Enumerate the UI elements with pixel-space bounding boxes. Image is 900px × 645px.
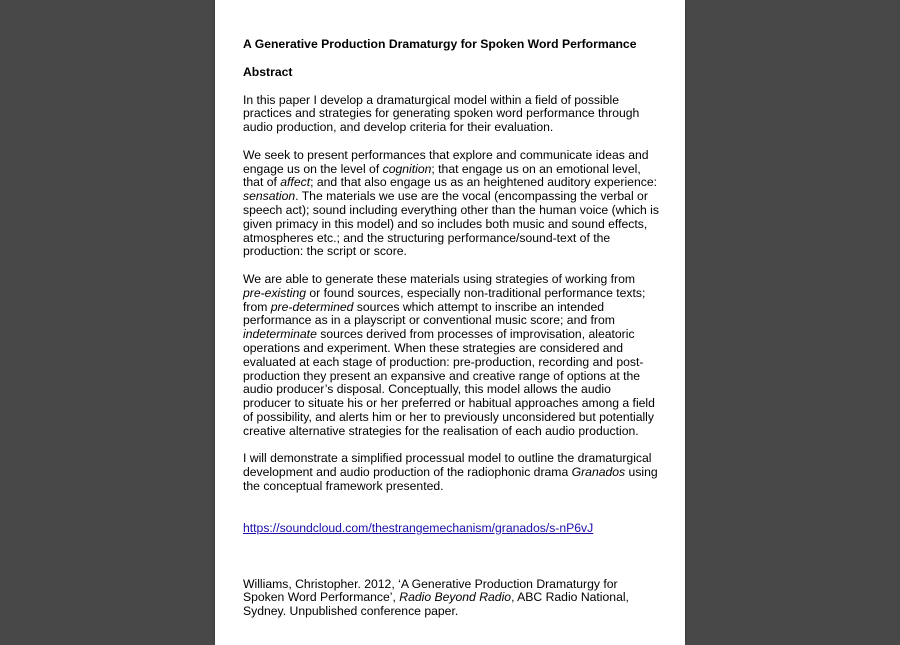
- text-run: sources derived from processes of improvisation, aleatoric operations and experiment. When these strategies are considered and evaluated at each stage of production: pre-production, recording and post-production they present an expansive and creative range of options at the audio producer’s disposal. Conceptually, this model allows the audio producer to situate his or her preferred or habitual approaches among a field of possibility, and alerts him or her to previously unconsidered but potentially creative alternative strategies for the realisation of each audio production.: [243, 327, 655, 438]
- text-run: We are able to generate these materials using strategies of working from: [243, 271, 636, 286]
- text-run: sources which attempt to inscribe an intended performance as in a playscript or conventional music score; and from: [243, 299, 615, 328]
- abstract-paragraph-1: In this paper I develop a dramaturgical model within a field of possible practices and strategies for generating spoken word performance through audio production, and develop criteria for their evaluation.: [243, 92, 640, 135]
- citation-reference: [243, 578, 659, 619]
- text-run: . The materials we use are the vocal (encompassing the verbal or speech act); sound including everything other than the human voice (which is given primacy in this model) and so includes both music and sound effects, atmospheres etc.; and the structuring performance/sound-text of the production: the script or score.: [243, 189, 659, 259]
- abstract-heading: Abstract: [243, 64, 293, 79]
- document-title: A Generative Production Dramaturgy for Spoken Word Performance: [243, 37, 637, 51]
- document-content: [243, 38, 659, 619]
- text-run: or found sources, especially non-traditional performance texts; from: [243, 285, 646, 314]
- italic-term-cognition: cognition: [382, 161, 432, 176]
- italic-title-granados: Granados: [571, 465, 626, 480]
- text-run: ; and that also engage us as an heightened auditory experience:: [310, 175, 657, 190]
- italic-term-indeterminate: indeterminate: [243, 327, 317, 342]
- soundcloud-link[interactable]: https://soundcloud.com/thestrangemechanism/granados/s-nP6vJ: [243, 520, 594, 535]
- text-run: ; that engage us on an emotional level, that of: [243, 161, 641, 190]
- text-run: I will demonstrate a simplified processual model to outline the dramaturgical development and audio production of the radiophonic drama: [243, 451, 652, 480]
- text-run: Williams, Christopher. 2012, ‘A Generative Production Dramaturgy for Spoken Word Performance’,: [243, 576, 618, 605]
- italic-title-radio-beyond-radio: Radio Beyond Radio: [399, 590, 512, 605]
- abstract-paragraph-3: [243, 273, 659, 439]
- abstract-paragraph-2: [243, 149, 659, 259]
- italic-term-sensation: sensation: [243, 189, 296, 204]
- text-run: , ABC Radio National, Sydney. Unpublished conference paper.: [243, 590, 629, 619]
- text-run: We seek to present performances that explore and communicate ideas and engage us on the level of: [243, 147, 649, 176]
- italic-term-pre-determined: pre-determined: [270, 299, 354, 314]
- italic-term-pre-existing: pre-existing: [243, 285, 306, 300]
- abstract-paragraph-4: [243, 452, 659, 493]
- document-page: [215, 0, 685, 645]
- italic-term-affect: affect: [280, 175, 311, 190]
- text-run: using the conceptual framework presented.: [243, 465, 658, 493]
